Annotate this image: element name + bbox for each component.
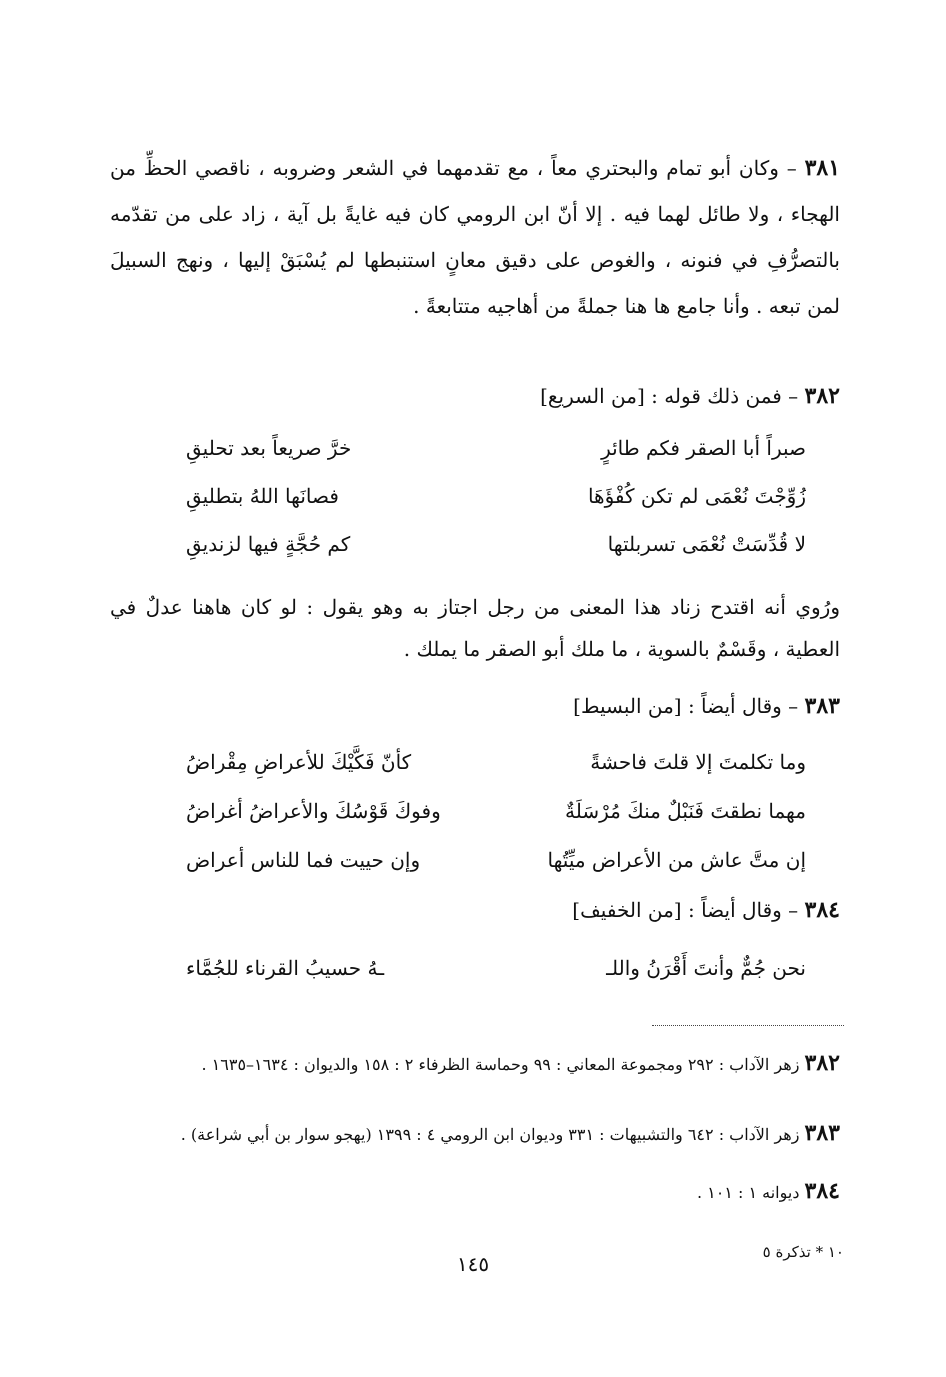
entry-384-number: ٣٨٤ xyxy=(804,897,840,923)
verse-hemistich-second: كأنّ فَكَّيْكَ للأعراضِ مِقْراضُ xyxy=(186,750,412,774)
footnote-383 xyxy=(100,1120,840,1148)
verse-382-3 xyxy=(186,524,806,564)
verse-hemistich-second: ـهُ حسيبُ القرناء للجُمَّاء xyxy=(186,956,385,980)
verse-382-2 xyxy=(186,476,806,516)
verse-hemistich-first: نحن جُمٌّ وأنتَ أَقْرَنُ واللـ xyxy=(606,956,806,980)
footnote-382 xyxy=(100,1050,840,1078)
verse-383-1 xyxy=(186,742,806,782)
verse-hemistich-first: مهما نطقتَ فَنَبْلٌ منكَ مُرْسَلَةٌ xyxy=(565,799,806,823)
entry-381-paragraph xyxy=(110,145,840,329)
verse-hemistich-second: فصانَها اللهُ بتطليقِ xyxy=(186,484,339,508)
page-number: ١٤٥ xyxy=(456,1252,490,1276)
verse-hemistich-first: وما تكلمتَ إلا قلتَ فاحشةً xyxy=(590,750,806,774)
verse-384-1 xyxy=(186,948,806,988)
verse-hemistich-second: وإن حييت فما للناس أعراض xyxy=(186,848,421,872)
signature-mark: ١٠ * تذكرة ٥ xyxy=(762,1243,844,1261)
verse-hemistich-second: كم حُجَّةٍ فيها لزنديقِ xyxy=(186,532,351,556)
verse-383-2 xyxy=(186,791,806,831)
verse-hemistich-second: وفوكَ قَوْسُكَ والأعراضُ أغراضُ xyxy=(186,799,441,823)
entry-382-heading xyxy=(110,374,840,418)
entry-384-intro: – وقال أيضاً : [من الخفيف] xyxy=(572,898,799,922)
verse-hemistich-first: إن متَّ عاش من الأعراض ميِّتُها xyxy=(547,848,806,872)
verse-hemistich-first: لا قُدِّسَتْ نُعْمَى تسربلتها xyxy=(607,532,806,556)
verse-hemistich-first: زُوِّجْتَ نُعْمَى لم تكن كُفْؤَهَا xyxy=(587,484,806,508)
footnote-separator xyxy=(652,1025,844,1026)
footnote-383-number: ٣٨٣ xyxy=(804,1120,840,1146)
entry-383-number: ٣٨٣ xyxy=(804,693,840,719)
footnote-384-text: ديوانه ١ : ١٠١ . xyxy=(696,1183,800,1202)
verse-383-3 xyxy=(186,840,806,880)
verse-hemistich-first: صبراً أبا الصقر فكم طائرٍ xyxy=(601,436,806,460)
entry-381-number: ٣٨١ xyxy=(804,155,841,181)
entry-382-note xyxy=(110,586,840,670)
verse-382-1 xyxy=(186,428,806,468)
entry-382-number: ٣٨٢ xyxy=(804,383,840,409)
entry-381-text: – وكان أبو تمام والبحتري معاً ، مع تقدمهما في الشعر وضروبه ، ناقصي الحظِّ من الهجاء ، ولا طائل لهما فيه . إلا أنّ ابن الرومي كان فيه غايةً بل آية ، زاد على من تقدّمه بالتصرُّفِ في فنونه ، والغوص على دقيق معانٍ استنبطها لم يُسْبَقْ إليها ، ونهج السبيلَ لمن تبعه . وأنا جامع ها هنا جملةً من أهاجيه متتابعةً . xyxy=(110,156,840,318)
entry-383-heading xyxy=(110,684,840,728)
footnote-382-number: ٣٨٢ xyxy=(804,1050,840,1076)
entry-383-intro: – وقال أيضاً : [من البسيط] xyxy=(573,694,799,718)
entry-382-after-text: ورُوي أنه اقتدح زناد هذا المعنى من رجل اجتاز به وهو يقول : لو كان هاهنا عدلٌ في العطية ، وقَسْمٌ بالسوية ، ما ملك أبو الصقر ما يملك . xyxy=(110,595,840,661)
verse-hemistich-second: خرَّ صريعاً بعد تحليقِ xyxy=(186,436,352,460)
footnote-383-text: زهر الآداب : ٦٤٢ والتشبيهات : ٣٣١ وديوان ابن الرومي ٤ : ١٣٩٩ (يهجو سوار بن أبي شراعة) . xyxy=(180,1125,800,1144)
entry-382-intro: – فمن ذلك قوله : [من السريع] xyxy=(540,384,799,408)
footnote-384 xyxy=(100,1178,840,1206)
entry-384-heading xyxy=(110,888,840,932)
footnote-384-number: ٣٨٤ xyxy=(804,1178,840,1204)
footnote-382-text: زهر الآداب : ٢٩٢ ومجموعة المعاني : ٩٩ وحماسة الظرفاء ٢ : ١٥٨ والديوان : ١٦٣٤–١٦٣٥ . xyxy=(201,1055,800,1074)
